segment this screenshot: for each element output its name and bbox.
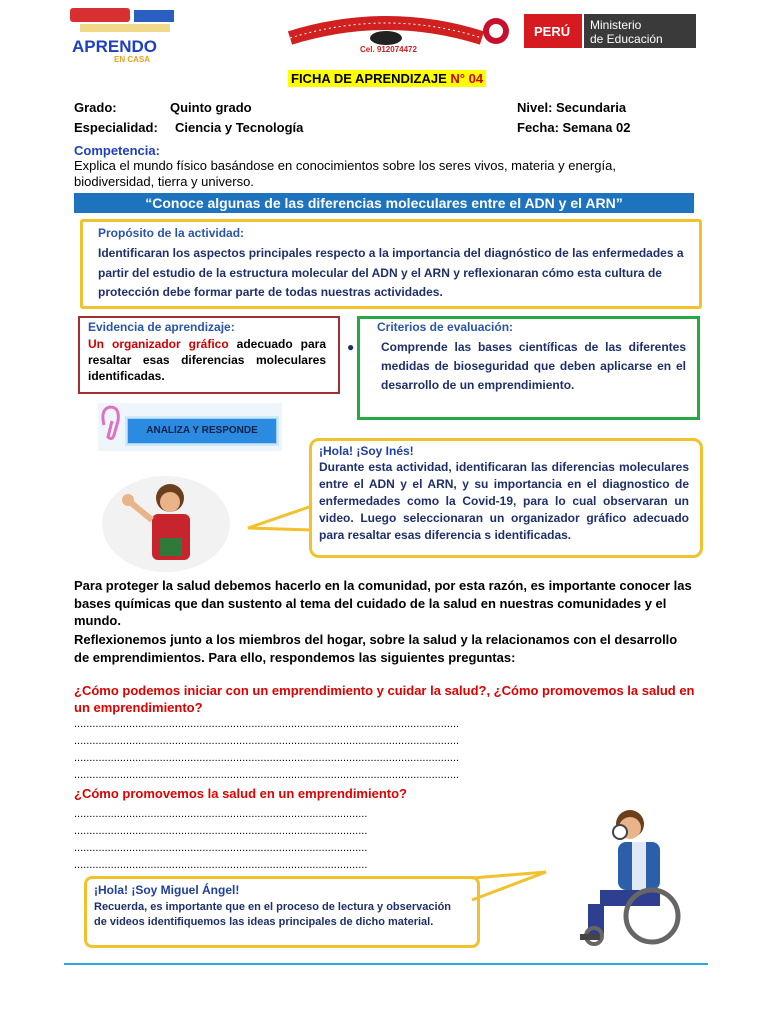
intro-paragraph-2: Reflexionemos junto a los miembros del hogar, sobre la salud y la relacionamos con el desarrollo de emprendimientos. Para ello, respondemos las siguientes preguntas:: [74, 632, 678, 665]
question-1: ¿Cómo podemos iniciar con un emprendimiento y cuidar la salud?, ¿Cómo promovemos la salud en un emprendimiento?: [74, 683, 695, 715]
criterios-label: Criterios de evaluación:: [377, 320, 514, 334]
svg-text:EN CASA: EN CASA: [114, 55, 151, 64]
activity-title-banner: “Conoce algunas de las diferencias moleculares entre el ADN y el ARN”: [74, 193, 694, 213]
proposito-label: Propósito de la actividad:: [98, 226, 245, 240]
miguel-wheelchair-illustration: [548, 798, 708, 950]
competencia-label: Competencia:: [74, 143, 160, 158]
answer-line[interactable]: ................................................................................................: [74, 808, 368, 820]
answer-line[interactable]: ................................................................................................: [74, 859, 368, 871]
criterio-text: Comprende las bases científicas de las diferentes medidas de bioseguridad que deben aplicarse en el desarrollo de un emprendimiento.: [381, 340, 686, 392]
intro-paragraph-1: Para proteger la salud debemos hacerlo en la comunidad, por esta razón, es importante conocer las bases químicas que dan sustento al tema del cuidado de la salud en nuestras comunidades y el mundo.: [74, 578, 692, 628]
bullet-icon: ●: [347, 340, 355, 354]
evidencia-text: [88, 336, 326, 384]
grado-label: Grado:: [74, 100, 117, 115]
fiche-title: [288, 70, 486, 87]
svg-text:Ministerio: Ministerio: [590, 18, 642, 32]
competencia-text: Explica el mundo físico basándose en conocimientos sobre los seres vivos, materia y energía, biodiversidad, tierra y universo.: [74, 158, 616, 189]
ines-character-illustration: [100, 470, 232, 574]
evidencia-highlight: Un organizador gráfico: [88, 337, 229, 351]
footer-divider: [64, 963, 708, 965]
proposito-text: Identificaran los aspectos principales respecto a la importancia del diagnóstico de las enfermedades a partir del estudio de la estructura molecular del ADN y el ARN y reflexionaran cómo esta cultura de protección debe formar parte de todas nuestras actividades.: [98, 246, 684, 299]
fecha: Fecha: Semana 02: [517, 120, 631, 135]
speech-bubble-tail: [244, 500, 314, 540]
ines-message: Durante esta actividad, identificaran las diferencias moleculares entre el ADN y el ARN, y su importancia en el diagnostico de enfermedades como la Covid-19, para lo cual observaran un video. Luego seleccionaran un organizador gráfico adecuado para resaltar esas diferencia s identificadas.: [319, 460, 689, 542]
answer-line[interactable]: ..............................................................................................................................: [74, 718, 460, 730]
answer-line[interactable]: ................................................................................................: [74, 825, 368, 837]
evidencia-label: Evidencia de aprendizaje:: [88, 320, 235, 334]
answer-line[interactable]: ..............................................................................................................................: [74, 752, 460, 764]
answer-lines-1[interactable]: [74, 716, 694, 784]
analiza-responde-button[interactable]: ANALIZA Y RESPONDE: [127, 418, 277, 444]
fiche-title-text: FICHA DE APRENDIZAJE: [291, 71, 451, 86]
speech-bubble-tail-2: [470, 870, 550, 910]
fiche-number: N° 04: [450, 71, 484, 86]
criterio-item: [347, 338, 686, 395]
aprendo-en-casa-logo: [60, 6, 190, 64]
grado-value: Quinto grado: [170, 100, 252, 115]
svg-text:PERÚ: PERÚ: [534, 24, 571, 39]
svg-text:APRENDO: APRENDO: [72, 37, 158, 56]
answer-line[interactable]: ................................................................................................: [74, 842, 368, 854]
answer-line[interactable]: ..............................................................................................................................: [74, 769, 460, 781]
especialidad-value: Ciencia y Tecnología: [175, 120, 304, 135]
ines-greeting: ¡Hola! ¡Soy Inés!: [319, 444, 414, 458]
answer-line[interactable]: ..............................................................................................................................: [74, 735, 460, 747]
evidencia-rest: adecuado para resaltar esas diferencias moleculares identificadas.: [88, 337, 326, 383]
svg-text:Cel. 912074472: Cel. 912074472: [360, 45, 417, 54]
answer-lines-2[interactable]: [74, 806, 549, 874]
question-2: ¿Cómo promovemos la salud en un emprendimiento?: [74, 786, 407, 801]
especialidad-label: Especialidad:: [74, 120, 158, 135]
ministerio-educacion-logo: [478, 14, 696, 48]
miguel-message: Recuerda, es importante que en el proceso de lectura y observación de videos identifiquemos las ideas principales de dicho material.: [94, 901, 452, 928]
criterios-list: [347, 338, 686, 395]
miguel-greeting: ¡Hola! ¡Soy Miguel Ángel!: [94, 883, 240, 897]
nivel: Nivel: Secundaria: [517, 100, 627, 115]
consultoria-logo: [282, 14, 492, 54]
svg-text:de Educación: de Educación: [590, 32, 663, 46]
